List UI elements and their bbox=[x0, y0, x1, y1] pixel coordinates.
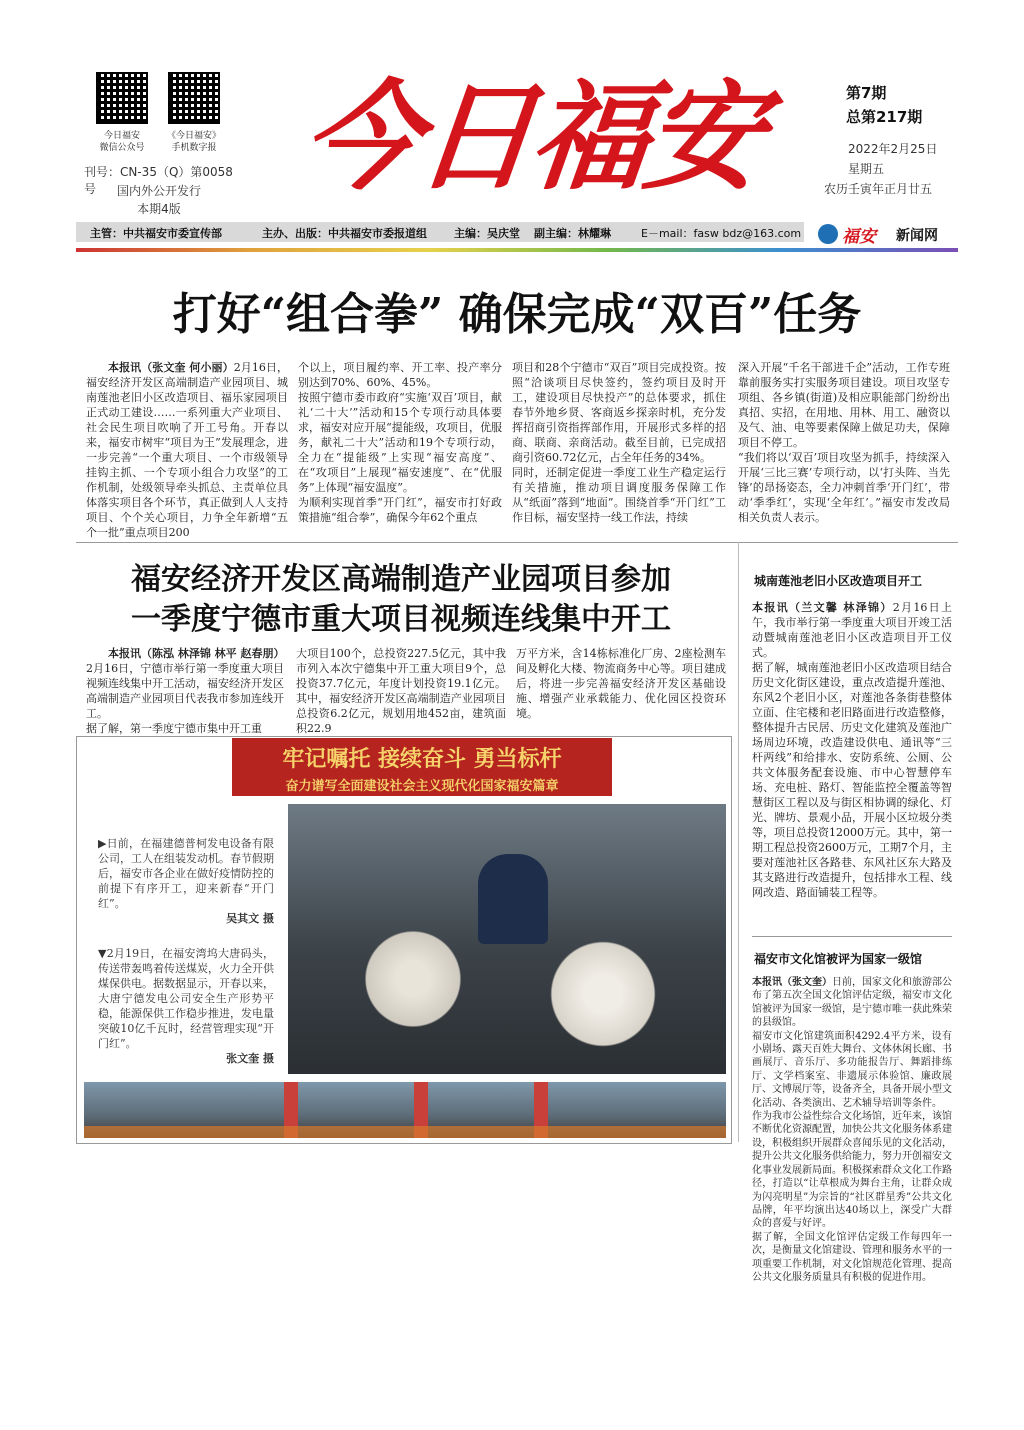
site-name: 新闻网 bbox=[896, 228, 938, 244]
site-globe-icon bbox=[818, 224, 838, 244]
photo-caption-1 bbox=[98, 836, 274, 926]
publish-date: 2022年2月25日 bbox=[848, 142, 938, 156]
epaper-qr-code[interactable] bbox=[168, 72, 220, 124]
caption1-text: ▶日前，在福建德普柯发电设备有限公司，工人在组装发动机。春节假期后，福安市各企业在做好疫情防控的前提下有序开工，迎来新春“开门红”。 bbox=[98, 837, 274, 910]
right2-text: 日前，国家文化和旅游部公布了第五次全国文化馆评估定级，福安市文化馆被评为国家一级馆，是宁德市唯一获此殊荣的县级馆。 福安市文化馆建筑面积4292.4平方米，设有小剧场、露天百姓大舞台、文体休闲长廊、书画展厅、音乐厅、多功能报告厅、舞蹈排练厅、文学档案室、非遗展示体验馆、廉政展厅、文博展厅等，设备齐全，具备开展小型文化活动、各类演出、艺术辅导培训等条件。 作为我市公益性综合文化场馆，近年来，该馆不断优化资源配置，加快公共文化服务体系建设，积极组织开展群众喜闻乐见的文化活动，提升公共文化服务供给能力，努力开创福安文化事业发展新局面。积极探索群众文化工作路径，打造以“让草根成为舞台主角，让群众成为闪亮明星”为宗旨的“社区群星秀”公共文化品牌，年平均演出达40场以上，深受广大群众的喜爱与好评。 据了解，全国文化馆评估定级工作每四年一次，是衡量文化馆建设、管理和服务水平的一项重要工作机制，对文化馆规范化管理、提高公共文化服务质量具有积极的促进作用。 bbox=[752, 977, 952, 1283]
right-column-rule bbox=[738, 542, 739, 1142]
qr2-label: 《今日福安》 手机数字报 bbox=[166, 131, 221, 153]
lead-byline: 本报讯（张文奎 何小丽） bbox=[108, 361, 234, 374]
wechat-qr-code[interactable] bbox=[96, 72, 148, 124]
right-divider bbox=[752, 936, 952, 937]
photo-caption-2 bbox=[98, 946, 274, 1066]
qr1-label: 今日福安 微信公众号 bbox=[99, 131, 145, 153]
site-logo-text: 福安 bbox=[842, 227, 876, 247]
lead-column-3: 项目和28个宁德市“双百”项目完成投资。按照“洽谈项目尽快签约，签约项目及时开工，建设项目尽快投产”的总体要求，抓住春节外地乡贤、客商返乡探亲时机，充分发挥招商引资指挥部作用，开展形式多样的招商、联商、亲商活动。截至目前，已完成招商引资60.72亿元，占全年任务的34%。 同时，还制定促进一季度工业生产稳定运行有关措施，推动项目调度服务保障工作从“纸面”落到“地面”。围绕首季“开门红”工作目标，福安坚持一线工作法，持续 bbox=[512, 361, 726, 524]
lead-column-2: 个以上，项目履约率、开工率、投产率分别达到70%、60%、45%。 按照宁德市委市政府“实施‘双百’项目，献礼‘二十大’”活动和15个专项行动具体要求，福安对应开展“提能级，攻项目，优服务，献礼二十大”活动和19个专项行动，全力在“提能级”上实现“福安高度”、在“攻项目”上展现“福安速度”、在“优服务”上体现“福安温度”。 为顺利实现首季“开门红”，福安市打好政策措施“组合拳”，确保今年62个重点 bbox=[298, 361, 502, 524]
banner-subtitle: 奋力谱写全面建设社会主义现代化国家福安篇章 bbox=[285, 779, 559, 794]
section-divider bbox=[76, 542, 958, 543]
second-headline-line1: 福安经济开发区高端制造产业园项目参加 bbox=[131, 562, 671, 597]
caption2-credit: 张文奎 摄 bbox=[226, 1052, 274, 1065]
engine-assembly-photo bbox=[288, 804, 726, 1074]
lead-column-4: 深入开展“千名干部进千企”活动，工作专班靠前服务实打实服务项目建设。项目攻坚专项组、各乡镇(街道)及相应职能部门纷纷出真招、实招，在用地、用林、用工、融资以及气、油、电等要素保障上做足功夫，保障项目不停工。 “我们将以‘双百’项目攻坚为抓手，持续深入开展‘三比三赛’专项行动，以‘打头阵、当先锋’的昂扬姿态，全力冲刺首季‘开门红’，带动‘季季红’，实现‘全年红’。”福安市发改局相关负责人表示。 bbox=[738, 361, 950, 524]
deputy-editor: 副主编：林耀琳 bbox=[534, 227, 611, 240]
second-headline bbox=[76, 560, 726, 640]
page-count: 本期4版 bbox=[137, 202, 181, 216]
theme-banner bbox=[232, 738, 612, 796]
weekday: 星期五 bbox=[848, 162, 885, 176]
engine-fan-right bbox=[543, 934, 663, 1054]
second-column-2: 大项目100个，总投资227.5亿元，其中我市列入本次宁德集中开工重大项目9个，总投资37.7亿元，年度计划投资19.1亿元。其中，福安经济开发区高端制造产业园项目总投资6.2亿元，规划用地452亩，建筑面积22.9 bbox=[296, 647, 506, 735]
engine-fan-left bbox=[358, 924, 468, 1034]
caption2-text: ▼2月19日，在福安湾坞大唐码头，传送带轰鸣着传送煤炭，火力全开供煤保供电。据数据显示，开春以来，大唐宁德发电公司安全生产形势平稳，能源保供工作稳步推进，发电量突破10亿千瓦时，经营管理实现“开门红”。 bbox=[98, 947, 274, 1050]
right1-headline: 城南莲池老旧小区改造项目开工 bbox=[754, 574, 923, 588]
issue-number: 第7期 bbox=[846, 84, 887, 102]
second-headline-line2: 一季度宁德市重大项目视频连线集中开工 bbox=[131, 602, 671, 637]
port-crane-photo bbox=[84, 1082, 726, 1138]
dock-lights bbox=[84, 1126, 726, 1138]
right1-article bbox=[752, 600, 952, 900]
masthead-logo: 今日福安 bbox=[295, 67, 767, 206]
right2-byline: 本报讯（张文奎） bbox=[752, 977, 832, 988]
email[interactable]: E－mail：fasw bdz@163.com bbox=[641, 227, 802, 240]
caption1-credit: 吴其文 摄 bbox=[226, 912, 274, 925]
worker-figure bbox=[478, 854, 548, 944]
lead-col1-text: 2月16日，福安经济开发区高端制造产业园项目、城南莲池老旧小区改造项目、福乐家园项目正式动工建设……一系列重大产业项目、社会民生项目吹响了开工号角。开春以来，福安市树牢“项目为王”发展理念，进一步完善“一个重大项目、一个市级领导挂钩主抓、一个专项小组合力攻坚”的工作机制，处级领导牵头抓总、主责单位具体落实项目各个环节，真正做到人人支持项目、个个关心项目，力争全年新增“五个一批”重点项目200 bbox=[86, 361, 288, 539]
second-col1-text: 2月16日，宁德市举行第一季度重大项目视频连线集中开工活动，福安经济开发区高端制造产业园项目代表我市参加连线开工。 据了解，第一季度宁德市集中开工重 bbox=[86, 662, 284, 735]
header-rule bbox=[76, 248, 958, 252]
banner-title: 牢记嘱托 接续奋斗 勇当标杆 bbox=[282, 746, 562, 772]
right2-headline: 福安市文化馆被评为国家一级馆 bbox=[754, 952, 923, 966]
issn: 刊号：CN-35（Q）第0058号 bbox=[84, 165, 233, 196]
lunar-date: 农历壬寅年正月廿五 bbox=[824, 182, 933, 196]
supervisor: 主管：中共福安市委宣传部 bbox=[90, 227, 222, 240]
distribution: 国内外公开发行 bbox=[116, 184, 201, 198]
second-column-3: 万平方米，含14栋标准化厂房、2座检测车间及孵化大楼、物流商务中心等。项目建成后，将进一步完善福安经济开发区基础设施、增强产业承载能力、优化园区投资环境。 bbox=[516, 647, 726, 720]
right1-text: 2月16日上午，我市举行第一季度重大项目开竣工活动暨城南莲池老旧小区改造项目开工仪式。 据了解，城南莲池老旧小区改造项目结合历史文化街区建设，重点改造提升莲池、东风2个老旧小区，对莲池各条街巷整体立面、住宅楼和老旧路面进行改造整修，整体提升古民居、历史文化建筑及莲池广场周边环境，改造建设供电、通讯等“三杆两线”和给排水、安防系统、公厕、公共文体服务配套设施、市中心智慧停车场、充电桩、路灯、智能监控全覆盖等智慧街区工程以及与街区相协调的绿化、灯光、牌坊、景观小品，开展小区垃圾分类等，项目总投资12000万元。其中，第一期工程总投资2600万元，工期7个月，主要对莲池社区各路巷、东风社区东大路及其支路进行改造提升，包括排水工程、线网改造、路面铺装工程等。 bbox=[752, 601, 952, 899]
chief-editor: 主编：吴庆堂 bbox=[454, 227, 520, 240]
info-bar bbox=[76, 222, 804, 242]
lead-headline: 打好“组合拳” 确保完成“双百”任务 bbox=[172, 289, 862, 340]
total-issue: 总第217期 bbox=[846, 108, 923, 126]
second-byline: 本报讯（陈泓 林泽锦 林平 赵春朋） bbox=[108, 647, 285, 660]
second-column-1 bbox=[86, 646, 284, 736]
right1-byline: 本报讯（兰文馨 林泽锦） bbox=[752, 601, 893, 614]
publisher: 主办、出版：中共福安市委报道组 bbox=[262, 227, 427, 240]
news-site-logo[interactable] bbox=[818, 222, 958, 246]
right2-article bbox=[752, 976, 952, 1284]
lead-column-1 bbox=[86, 360, 288, 540]
